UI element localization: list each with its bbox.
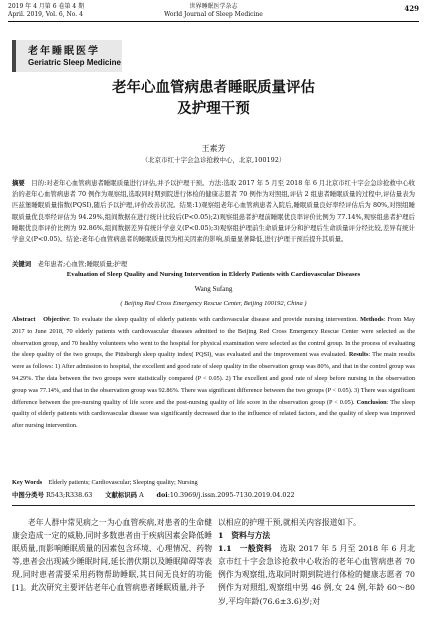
conclusion-label: Conclusion xyxy=(356,398,387,406)
doi-label: doi xyxy=(156,491,168,499)
methods-text: : From May 2017 to June 2018, 70 elderly patients with cardiovascular diseases admitted to the Beijing Red Cross Emergency Rescue Center were selected as the observation group, and 70 healthy volunteers who went to the hospital for physical examination were selected as the control group. In the process of evaluating the sleep quality of the two groups, the Pittsburgh sleep quality index( PQSI), was evaluated and the improvement was evaluated. xyxy=(12,316,415,359)
header-rule xyxy=(8,21,419,22)
abstract-cn-label: 摘要 xyxy=(12,179,25,187)
column-banner xyxy=(12,40,122,72)
clc-value: R543;R338.63 xyxy=(46,491,93,499)
page-number: 429 xyxy=(404,4,419,13)
doc-label: 文献标识码 xyxy=(105,491,138,499)
column-banner-cn: 老年睡眠医学 xyxy=(28,46,100,57)
body-left-column xyxy=(12,516,212,595)
author-cn: 王素芳 xyxy=(201,144,226,153)
abstract-cn xyxy=(12,178,415,245)
keywords-en-label: Key Words xyxy=(12,479,43,486)
title-cn-line2: 及护理干预 xyxy=(177,100,250,117)
author-en: Wang Sufang xyxy=(194,285,233,293)
clc-label: 中图分类号 xyxy=(12,491,44,499)
affiliation-cn: （北京市红十字会急诊抢救中心，北京,100192） xyxy=(141,156,286,164)
header-journal-cn: 世界睡眠医学杂志 xyxy=(189,3,238,10)
header-journal xyxy=(0,3,427,19)
section-1-1-text: 选取 2017 年 5 月至 2018 年 6 月北京市红十字会急诊抢救中心收治的老年心血管病患者 70 例作为观察组,选取同时期到院进行体检的健康志愿者 70 例作为对照组,观察组中男 46 例,女 24 例,年龄 60～80 岁,平均年龄(76.6±3.6)岁;对 xyxy=(218,544,416,606)
abstract-en xyxy=(12,314,415,432)
title-en: Evaluation of Sleep Quality and Nursing Intervention in Elderly Patients with Cardiovascular Diseases xyxy=(66,271,361,278)
abstract-cn-text: 目的:对老年心血管病患者睡眠质量进行评估,并予以护理干预。方法:选取 2017 年 5 月至 2018 年 6 月北京市红十字会急诊抢救中心收治的老年心血管病患者 70 例作为观察组,选取同时期到院进行体检的健康志愿者 70 例作为对照组,评估 2 组患者睡眠质量的过程中,评估量表为匹兹堡睡眠质量指数(PQSI),随后予以护理,评价改善状况。结果:1)观察组老年心血管病患者入院后,睡眠质量良好率经评估后为 80%,对照组睡眠质量优良率经评估为 94.29%,组间数据在进行统计比较后(P<0.05);2)观察组患者护理前睡眠优良率评价比例为 77.14%,观察组患者护理后睡眠优良率评价比例为 92.86%,组间数据差异有统计学意义(P<0.05);3)观察组护理前生命质量评分和护理后生命质量评分经比较,差异有统计学意义(P<0.05)。结论:老年心血管病患者的睡眠质量因为相关因素的影响,质量显著降低,进行护理干预后提升其质量。 xyxy=(12,179,416,244)
doc-value: A xyxy=(139,491,144,499)
conclusion-text: : The sleep quality of elderly patients with cardiovascular disease was significantly decreased due to the influence of related factors, and the quality of sleep was improved after nursing intervention. xyxy=(12,398,415,430)
keywords-cn-text: 老年患者;心血管;睡眠质量;护理 xyxy=(37,260,128,268)
results-text: : The main results were as follows: 1) After admission to hospital, the excellent and good rate of sleep quality in the observation group was 80%, and that in the control group was 94.29%. The data between the two groups were statistically compared (P < 0.05). 2) The excellent and good rate of sleep before nursing in the observation group was 77.14%, and that in the observation group was 92.86%. There was significant difference between the two groups (P < 0.05). 3) There was significant difference between the pre-nursing quality of life score and the post-nursing quality of life score in the observation group (P < 0.05). xyxy=(12,351,415,406)
affiliation-en: ( Beijing Red Cross Emergency Rescue Center, Beijing 100192, China ) xyxy=(120,300,307,307)
body-right-intro: 以相应的护理干预,就相关内容报道如下。 xyxy=(218,518,361,527)
abstract-rule xyxy=(12,505,415,506)
doi-value: 10.3969/j.issn.2095-7130.2019.04.022 xyxy=(169,491,295,499)
keywords-en-text: Elderly patients; Cardiovascular; Sleeping quality; Nursing xyxy=(48,479,198,486)
keywords-en xyxy=(12,477,415,489)
results-label: Results xyxy=(348,351,369,359)
header-journal-en: World Journal of Sleep Medicine xyxy=(164,11,263,18)
column-banner-en: Geriatric Sleep Medicine xyxy=(28,58,121,67)
header-issue-cn: 2019 年 4 月第 6 卷第 4 期 xyxy=(8,3,85,10)
section-1-1 xyxy=(218,542,415,607)
section-1-1-label: 1.1 一般资料 xyxy=(218,544,272,554)
body-left-text: 老年人群中常见病之一为心血管疾病,对患者的生命健康会造成一定的威胁,同时多数患者由于疾病因素会降低睡眠质量,而影响睡眠质量的因素包含环境、心理情况、药物等,患者会出现减少睡眠时间,延长潜伏期以及睡眠障碍等表现,同时患者需要采用药物帮助睡眠,其日间无良好的功能[1]。此次研究主要评估老年心血管病患者睡眠质量,并予 xyxy=(12,518,213,593)
abstract-en-label: Abstract xyxy=(12,316,36,323)
keywords-cn xyxy=(12,259,415,270)
section-1-heading: 1 资料与方法 xyxy=(218,531,271,541)
objective-label: Objective xyxy=(43,316,69,323)
methods-label: Methods xyxy=(360,316,384,323)
title-cn-line1: 老年心血管病患者睡眠质量评估 xyxy=(112,79,315,96)
header-issue-en: April. 2019, Vol. 6, No. 4 xyxy=(8,11,83,18)
keywords-cn-label: 关键词 xyxy=(12,260,32,268)
body-right-column xyxy=(218,516,415,608)
classification: 中图分类号 R543;R338.63 文献标识码 A doi:10.3969/j.issn.2095-7130.2019.04.022 xyxy=(12,491,295,499)
objective-text: : To evaluate the sleep quality of elderly patients with cardiovascular disease and provide nursing intervention. xyxy=(69,316,358,323)
